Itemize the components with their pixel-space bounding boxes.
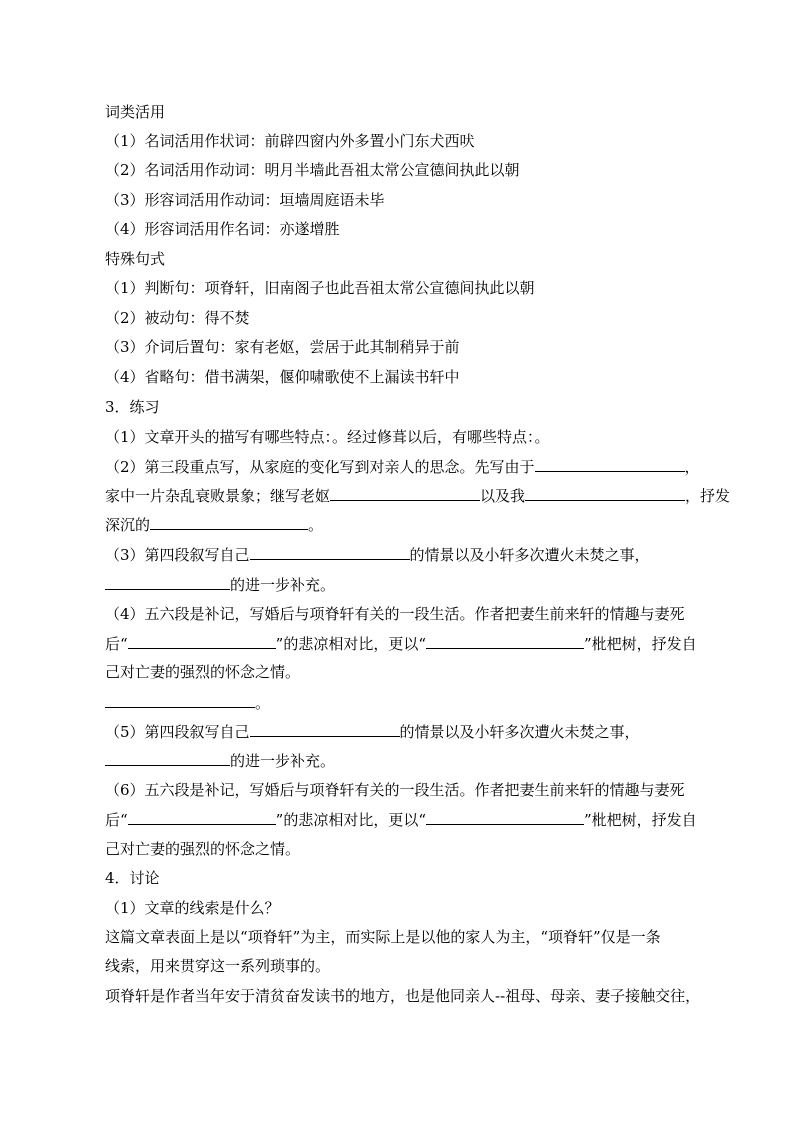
discussion-answer-line-1: 这篇文章表面上是以“项脊轩”为主，而实际上是以他的家人为主，“项脊轩”仅是一条 bbox=[105, 928, 661, 946]
q4-text-d: ”枇杷树，抒发自 bbox=[584, 635, 697, 653]
blank-line[interactable] bbox=[105, 749, 230, 766]
q2-text-e: ，抒发 bbox=[685, 487, 731, 505]
discussion-answer-line-2: 线索，用来贯穿这一系列琐事的。 bbox=[105, 957, 331, 975]
q3-text-b: 的情景以及小轩多次遭火未焚之事， bbox=[409, 546, 650, 564]
question-5-line-2 bbox=[105, 749, 794, 771]
q2-text-a: （2）第三段重点写，从家庭的变化写到对亲人的思念。先写由于 bbox=[105, 458, 535, 476]
cilei-item-3: （3）形容词活用作动词：垣墙周庭语未毕 bbox=[105, 191, 385, 209]
blank-line[interactable] bbox=[105, 691, 255, 708]
question-3-line-1 bbox=[105, 543, 794, 565]
cilei-item-1: （1）名词活用作状词：前辟四窗内外多置小门东犬西吠 bbox=[105, 132, 475, 150]
blank-line[interactable] bbox=[426, 632, 584, 649]
q6-text-c: ”的悲凉相对比，更以“ bbox=[275, 811, 427, 829]
q4-text-f: 。 bbox=[255, 694, 271, 712]
q2-text-d: 以及我 bbox=[480, 487, 526, 505]
blank-line[interactable] bbox=[525, 484, 685, 501]
blank-line[interactable] bbox=[128, 632, 276, 649]
q6-text-b: 后“ bbox=[105, 811, 128, 829]
question-2-line-3 bbox=[105, 513, 794, 535]
blank-line[interactable] bbox=[128, 808, 276, 825]
question-2-line-2 bbox=[105, 484, 794, 506]
teshu-item-2: （2）被动句：得不焚 bbox=[105, 309, 250, 327]
question-4-line-4 bbox=[105, 691, 794, 713]
discussion-question-1: （1）文章的线索是什么？ bbox=[105, 899, 280, 917]
q6-text-d: ”枇杷树，抒发自 bbox=[584, 811, 697, 829]
q2-text-b: ， bbox=[684, 458, 700, 476]
cilei-item-2: （2）名词活用作动词：明月半墙此吾祖太常公宣德间执此以朝 bbox=[105, 161, 520, 179]
question-4-line-2 bbox=[105, 632, 794, 654]
blank-line[interactable] bbox=[535, 455, 685, 472]
question-2-line-1 bbox=[105, 455, 794, 477]
teshu-item-3: （3）介词后置句：家有老妪，尝居于此其制稍异于前 bbox=[105, 338, 460, 356]
q3-text-c: 的进一步补充。 bbox=[230, 576, 336, 594]
discussion-answer-line-3: 项脊轩是作者当年安于清贫奋发读书的地方，也是他同亲人--祖母、母亲、妻子接触交往， bbox=[105, 987, 701, 1005]
blank-line[interactable] bbox=[250, 720, 400, 737]
question-6-line-3: 己对亡妻的强烈的怀念之情。 bbox=[105, 840, 301, 858]
section-title-teshu: 特殊句式 bbox=[105, 250, 166, 268]
question-5-line-1 bbox=[105, 720, 794, 742]
blank-line[interactable] bbox=[250, 543, 410, 560]
question-3-line-2 bbox=[105, 573, 794, 595]
q2-text-c: 家中一片杂乱衰败景象；继写老妪 bbox=[105, 487, 331, 505]
question-1: （1）文章开头的描写有哪些特点：。经过修葺以后，有哪些特点：。 bbox=[105, 428, 550, 446]
q5-text-b: 的情景以及小轩多次遭火未焚之事， bbox=[399, 723, 640, 741]
section-title-taolun: 4．讨论 bbox=[105, 869, 160, 887]
blank-line[interactable] bbox=[426, 808, 584, 825]
teshu-item-1: （1）判断句：项脊轩，旧南阁子也此吾祖太常公宣德间执此以朝 bbox=[105, 279, 535, 297]
blank-line[interactable] bbox=[105, 573, 230, 590]
blank-line[interactable] bbox=[150, 513, 308, 530]
q2-text-g: 。 bbox=[308, 516, 324, 534]
question-4-line-1: （4）五六段是补记，写婚后与项脊轩有关的一段生活。作者把妻生前来轩的情趣与妻死 bbox=[105, 605, 685, 623]
cilei-item-4: （4）形容词活用作名词：亦遂增胜 bbox=[105, 220, 340, 238]
q4-text-c: ”的悲凉相对比，更以“ bbox=[275, 635, 427, 653]
q5-text-a: （5）第四段叙写自己 bbox=[105, 723, 250, 741]
q2-text-f: 深沉的 bbox=[105, 516, 151, 534]
teshu-item-4: （4）省略句：借书满架，偃仰啸歌使不上漏读书轩中 bbox=[105, 368, 460, 386]
question-4-line-3: 己对亡妻的强烈的怀念之情。 bbox=[105, 663, 301, 681]
question-6-line-1: （6）五六段是补记，写婚后与项脊轩有关的一段生活。作者把妻生前来轩的情趣与妻死 bbox=[105, 781, 685, 799]
q4-text-b: 后“ bbox=[105, 635, 128, 653]
blank-line[interactable] bbox=[330, 484, 480, 501]
question-6-line-2 bbox=[105, 808, 794, 830]
section-title-lianxi: 3．练习 bbox=[105, 398, 160, 416]
q3-text-a: （3）第四段叙写自己 bbox=[105, 546, 250, 564]
section-title-cilei: 词类活用 bbox=[105, 103, 166, 121]
q5-text-c: 的进一步补充。 bbox=[230, 752, 336, 770]
